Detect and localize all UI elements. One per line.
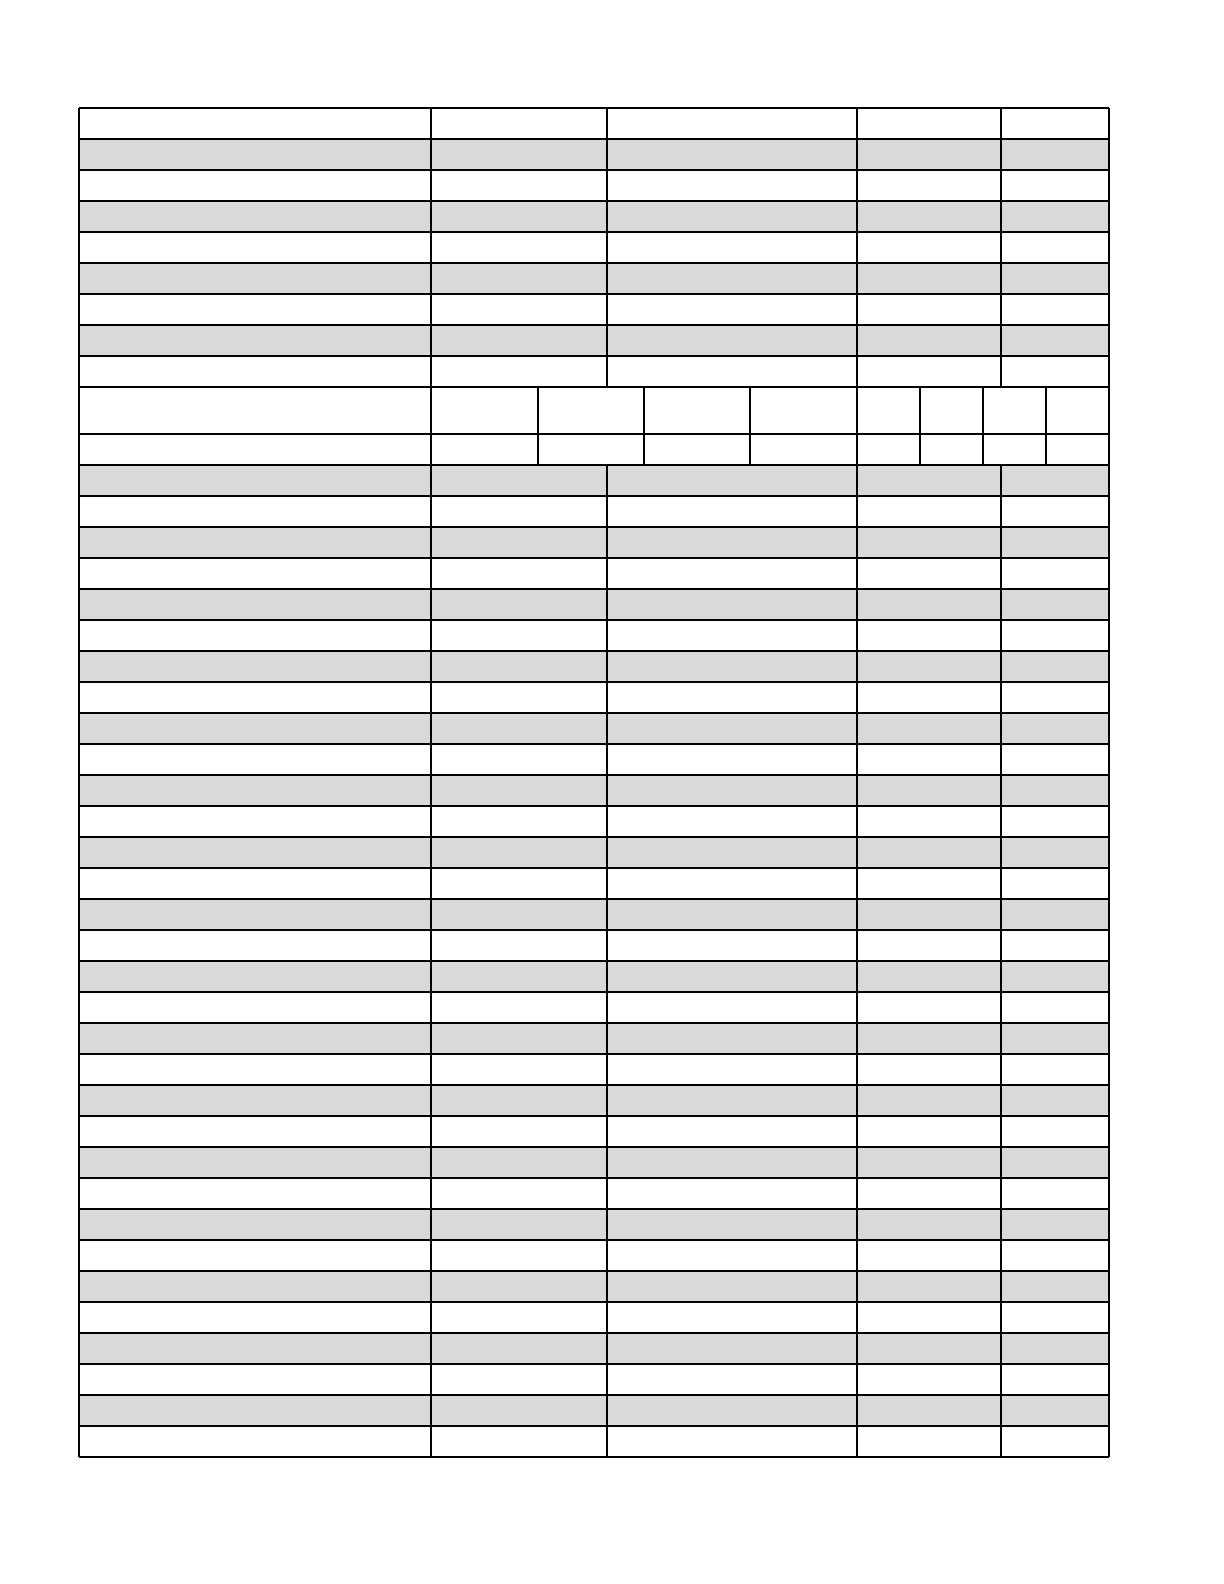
table-row bbox=[79, 1054, 1109, 1085]
table-row bbox=[79, 201, 1109, 232]
table-row bbox=[79, 1364, 1109, 1395]
table-row bbox=[79, 1240, 1109, 1271]
table-row bbox=[79, 1178, 1109, 1209]
table-row bbox=[79, 139, 1109, 170]
table-row bbox=[79, 232, 1109, 263]
table-row bbox=[79, 108, 1109, 139]
table-row bbox=[79, 1426, 1109, 1457]
table-row bbox=[79, 775, 1109, 806]
table-row bbox=[79, 1395, 1109, 1426]
table-row bbox=[79, 263, 1109, 294]
table-row bbox=[79, 899, 1109, 930]
table-row bbox=[79, 325, 1109, 356]
table-row bbox=[79, 651, 1109, 682]
table-row bbox=[79, 1023, 1109, 1054]
table-row bbox=[79, 356, 1109, 387]
table-row bbox=[79, 806, 1109, 837]
table-row bbox=[79, 1271, 1109, 1302]
table-row bbox=[79, 713, 1109, 744]
table-row bbox=[79, 1147, 1109, 1178]
table-row bbox=[79, 992, 1109, 1023]
table-row bbox=[79, 1302, 1109, 1333]
table-row bbox=[79, 1333, 1109, 1364]
table-row bbox=[79, 1085, 1109, 1116]
table-row bbox=[79, 682, 1109, 713]
table-row bbox=[79, 1209, 1109, 1240]
table-row bbox=[79, 496, 1109, 527]
split-header-block bbox=[79, 387, 1109, 465]
table-row bbox=[79, 868, 1109, 899]
table-row bbox=[79, 589, 1109, 620]
table-row bbox=[79, 170, 1109, 201]
table-row bbox=[79, 558, 1109, 589]
table-row bbox=[79, 930, 1109, 961]
table-row bbox=[79, 1116, 1109, 1147]
table-row bbox=[79, 837, 1109, 868]
table-row bbox=[79, 961, 1109, 992]
table-row bbox=[79, 527, 1109, 558]
table-row bbox=[79, 465, 1109, 496]
table-row bbox=[79, 294, 1109, 325]
table-row bbox=[79, 620, 1109, 651]
table-row bbox=[79, 744, 1109, 775]
